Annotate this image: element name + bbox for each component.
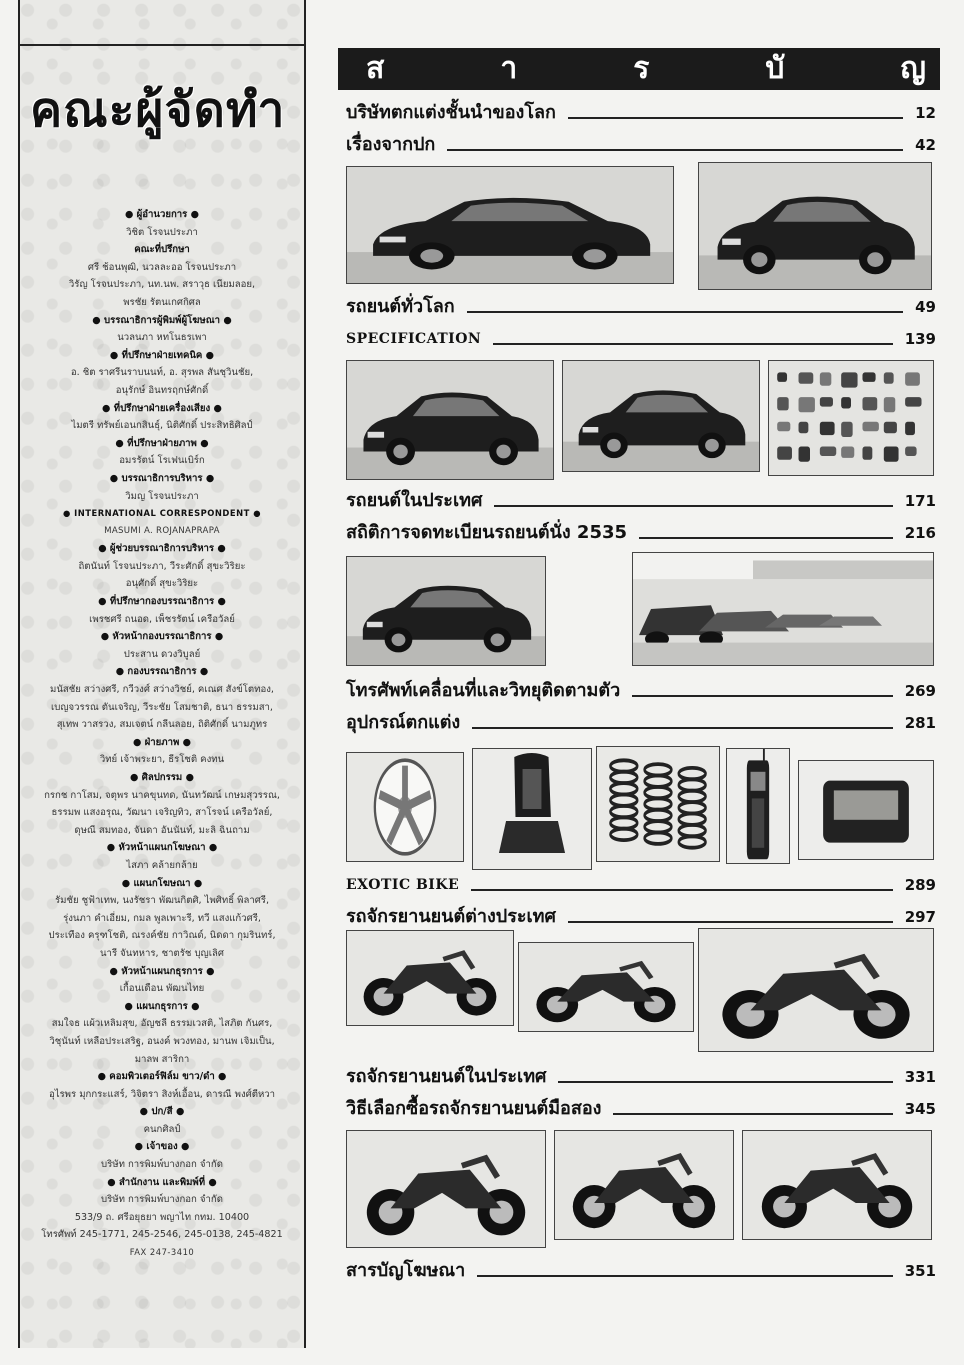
toc-entry-title: สารบัญโฆษณา (346, 1260, 466, 1281)
credit-role: ● แผนกโฆษณา ● (121, 877, 203, 889)
toc-entry[interactable] (346, 1062, 936, 1088)
credit-names: MASUMI A. ROJANAPRAPA (104, 525, 220, 536)
banner-letter: า (500, 51, 518, 86)
credit-role: ● ปก/สี ● (139, 1106, 185, 1118)
credit-names: นวลนภา หทโนธรเพา (117, 332, 207, 344)
photo-step-through-bike (554, 1130, 734, 1240)
toc-leader-line (639, 537, 893, 539)
credit-names: นารี จันทหาร, ชาตรัช บุญเลิศ (100, 947, 224, 959)
toc-entry-title: รถจักรยานยนต์ในประเทศ (346, 1066, 547, 1087)
credit-names: อมรรัตน์ โรเฟนเบิร์ก (119, 455, 205, 467)
toc-entry-page: 216 (904, 524, 936, 542)
toc-entry-page: 331 (904, 1068, 936, 1086)
toc-entry-title: โทรศัพท์เคลื่อนที่และวิทยุติดตามตัว (346, 680, 621, 701)
photo-convertible-2 (562, 360, 760, 472)
credit-names: ถิตนันท์ โรจนประภา, วีระศักดิ์ สุขะวิริยะ (78, 560, 246, 572)
toc-leader-line (613, 1113, 892, 1115)
toc-entry-title: สถิติการจดทะเบียนรถยนต์นั่ง 2535 (346, 522, 628, 543)
credit-role: ● INTERNATIONAL CORRESPONDENT ● (62, 508, 262, 519)
credit-names: เกื้อนเดือน พัฒนไทย (119, 983, 205, 995)
credit-names: อนุศักดิ์ สุขะวิริยะ (125, 578, 199, 590)
credit-role: ● บรรณาธิการบริหาร ● (109, 472, 215, 484)
credit-names: ธรรมพ แสงอรุณ, วัฒนา เจริญทิว, สาโรจน์ เครือวัลย์, (51, 807, 273, 819)
toc-entry-page: 139 (904, 330, 936, 348)
photo-alloy-wheel (346, 752, 464, 862)
photo-sport-bike-1 (346, 930, 514, 1026)
photo-used-bike (742, 1130, 932, 1240)
credit-names: เบญจวรรณ ตันเจริญ, วีระชัย โสมชาติ, ธนา ธรรมสา, (51, 701, 273, 713)
credit-names: 533/9 ถ. ศรีอยุธยา พญาไท กทม. 10400 (74, 1211, 250, 1223)
toc-entry[interactable] (346, 902, 936, 928)
toc-entry[interactable] (346, 518, 936, 544)
credit-role: ● หัวหน้ากองบรรณาธิการ ● (100, 631, 224, 643)
credit-role: ● ที่ปรึกษาฝ่ายเทคนิค ● (109, 349, 215, 361)
credit-names: มนัสชัย สว่างศรี, กวีวงศ์ สว่างวิชย์, คเณศ สังข์โตทอง, (50, 684, 274, 696)
credit-names: รุ่งนภา คำเอี่ยม, กมล พูลเพาะรี, ทวี แสงแก้วศรี, (63, 912, 261, 924)
toc-leader-line (568, 117, 903, 119)
credit-names: คนกศิลป์ (143, 1123, 181, 1135)
credit-role: ● ศิลปกรรม ● (130, 772, 194, 783)
photo-pager (798, 760, 934, 860)
contents-banner (338, 48, 940, 90)
credit-role: ● ที่ปรึกษาฝ่ายเครื่องเสียง ● (102, 402, 222, 414)
credit-names: ประเทือง ครุฑโชติ, ณรงค์ชัย กาวิณด์, นิดดา กุมรินทร์, (48, 930, 276, 942)
credit-role: ● แผนกธุรการ ● (124, 1000, 200, 1012)
photo-coil-springs (596, 746, 720, 862)
credit-names: มาลพ สาริกา (134, 1053, 190, 1065)
toc-leader-line (493, 343, 893, 345)
credit-names: วิรัญ โรจนประภา, นท.นพ. สราวุธ เนียมลอย, (68, 279, 256, 291)
toc-entry-page: 281 (904, 714, 936, 732)
banner-letter: ญ (900, 51, 926, 86)
credit-names: รัมชัย ชูฟ้าเทพ, นงรัชรา พัฒนกิตศิ, ไพศิทธิ์ พิลาศรี, (55, 895, 269, 907)
credit-names: อนุรักษ์ อินทรฤกษ์ศักดิ์ (115, 384, 209, 396)
credit-fax: FAX 247-3410 (129, 1247, 195, 1258)
credit-names: ประสาน ดวงวิบูลย์ (123, 648, 201, 660)
credit-names: วิชิต โรจนประภา (126, 226, 198, 238)
toc-entry-title: วิธีเลือกซื้อรถจักรยานยนต์มือสอง (346, 1098, 602, 1119)
toc-leader-line (467, 311, 903, 313)
photo-convertible-1 (346, 360, 554, 480)
credits-list (26, 206, 298, 1262)
banner-letter: ส (366, 51, 385, 86)
credit-role: ● ที่ปรึกษาฝ่ายภาพ ● (115, 437, 209, 449)
credit-role: ● เจ้าของ ● (134, 1141, 190, 1153)
credit-names: บริษัท การพิมพ์บางกอก จำกัด (101, 1159, 223, 1171)
credit-role: ● ผู้อำนวยการ ● (124, 209, 200, 220)
credit-role: ● กองบรรณาธิการ ● (115, 666, 209, 678)
banner-letter: บั (765, 51, 785, 86)
credit-role: ● ฝ่ายภาพ ● (132, 736, 192, 748)
photo-sedan-tuned (346, 166, 674, 284)
credit-names: วิทย์ เจ้าพระยา, ธีรโชติ คงทน (99, 754, 225, 766)
toc-entry[interactable] (346, 708, 936, 734)
photo-registration-lot (632, 552, 934, 666)
photo-cruiser-bike (518, 942, 694, 1032)
toc-entry-page: 269 (904, 682, 936, 700)
toc-entry-title: อุปกรณ์ตกแต่ง (346, 712, 461, 733)
toc-entry-page: 171 (904, 492, 936, 510)
toc-leader-line (568, 921, 893, 923)
toc-entry-page: 42 (915, 136, 936, 154)
toc-entry-page: 12 (915, 104, 936, 122)
toc-entry-page: 345 (904, 1100, 936, 1118)
credits-column (18, 0, 306, 1348)
credit-names: วิชุนันท์ เหลือประเสริฐ, อนงค์ พวงทอง, มานพ เจิมเป็น, (49, 1035, 275, 1047)
photo-mobile-phone (726, 748, 790, 864)
toc-leader-line (558, 1081, 892, 1083)
credit-names: สุเทพ วาสรวง, สมเจตน์ กลีนลอย, ถิติศักดิ์ นามภูทร (56, 719, 268, 731)
toc-entry[interactable] (346, 676, 936, 702)
credit-names: เพรชศรี ถนอด, เพ็ชรรัตน์ เครือวัลย์ (89, 613, 235, 625)
credit-role: ● หัวหน้าแผนกโฆษณา ● (106, 842, 218, 854)
toc-entry[interactable] (346, 130, 936, 156)
credit-names: ไมตรี ทรัพย์เอนกสินธุ์, นิติศักดิ์ ประสิทธิศิลป์ (71, 420, 253, 432)
toc-entry-page: 297 (904, 908, 936, 926)
toc-leader-line (632, 695, 892, 697)
toc-entry-title: บริษัทตกแต่งชั้นนำของโลก (346, 102, 556, 123)
toc-entry[interactable] (346, 870, 936, 896)
credit-names: ไสภา คล้ายกล้าย (126, 859, 198, 871)
credit-role: ● สำนักงาน และพิมพ์ที่ ● (107, 1176, 217, 1188)
credit-names: ดุษณี สมทอง, จันดา อันนันท์, มะลิ ฉินถาม (74, 824, 250, 836)
credit-names: อ. ชิต ราศรีนราบนนท์, อ. สุรพล สันชุวินชัย, (70, 367, 254, 379)
toc-leader-line (494, 505, 892, 507)
credit-role: ● คอมพิวเตอร์ฟิล์ม ขาว/ดำ ● (97, 1071, 227, 1083)
credit-role: ● หัวหน้าแผนกธุรการ ● (109, 965, 215, 977)
toc-entry-page: 49 (915, 298, 936, 316)
credits-top-rule (20, 44, 304, 46)
photo-domestic-sport-bike (346, 1130, 546, 1248)
toc-entry[interactable] (346, 1094, 936, 1120)
toc-leader-line (471, 889, 893, 891)
credit-names: วิมญ โรจนประภา (125, 490, 199, 502)
credit-names: บริษัท การพิมพ์บางกอก จำกัด (101, 1194, 223, 1206)
credit-role: คณะที่ปรึกษา (134, 244, 190, 256)
photo-domestic-sedan (346, 556, 546, 666)
photo-sport-bike-2 (698, 928, 934, 1052)
photo-racing-seat (472, 748, 592, 870)
toc-entry[interactable] (346, 486, 936, 512)
toc-leader-line (472, 727, 893, 729)
toc-entry-title: รถยนต์ในประเทศ (346, 490, 483, 511)
credit-names: โทรศัพท์ 245-1771, 245-2546, 245-0138, 245-4821 (41, 1229, 283, 1241)
credit-names: พรชัย รัตนเกศกิศล (123, 296, 201, 308)
toc-entry-page: 289 (904, 876, 936, 894)
toc-leader-line (447, 149, 903, 151)
toc-entry-page: 351 (904, 1262, 936, 1280)
credit-names: กรกช กาโสม, จตุพร นาคขุนทด, นันทวัฒน์ เกษมสุวรรณ, (44, 789, 280, 801)
credit-names: ศรี ช้อนพุฒิ, นวลละออ โรจนประภา (87, 261, 237, 273)
photo-sedan-cover (698, 162, 932, 290)
credit-names: อุไรพร มุกกระแสร์, วิจิตรา สิงห์เอื้อน, ดารณี พงศ์ตีหวา (48, 1088, 276, 1100)
toc-entry[interactable] (346, 292, 936, 318)
toc-entry[interactable] (346, 324, 936, 350)
toc-leader-line (477, 1275, 892, 1277)
toc-entry-title: EXOTIC BIKE (346, 877, 460, 893)
toc-entry[interactable] (346, 98, 936, 124)
toc-entry-title: รถจักรยานยนต์ต่างประเทศ (346, 906, 556, 927)
toc-entry-title: เรื่องจากปก (346, 134, 436, 155)
toc-entry-title: รถยนต์ทั่วโลก (346, 296, 455, 317)
credit-names: สมใจธ แผ้วเหลิมสุข, อัญชลี ธรรมเวสติ, ไสภิต กันศร, (51, 1018, 273, 1030)
credits-title: คณะผู้จัดทำ (30, 82, 286, 138)
banner-letter: ร (633, 51, 650, 86)
credit-role: ● ผู้ช่วยบรรณาธิการบริหาร ● (98, 543, 226, 555)
photo-parts-spread (768, 360, 934, 476)
credit-role: ● บรรณาธิการผู้พิมพ์ผู้โฆษณา ● (92, 314, 232, 326)
credit-role: ● ที่ปรึกษากองบรรณาธิการ ● (98, 596, 226, 608)
toc-entry-title: SPECIFICATION (346, 331, 482, 347)
toc-entry[interactable] (346, 1256, 936, 1282)
